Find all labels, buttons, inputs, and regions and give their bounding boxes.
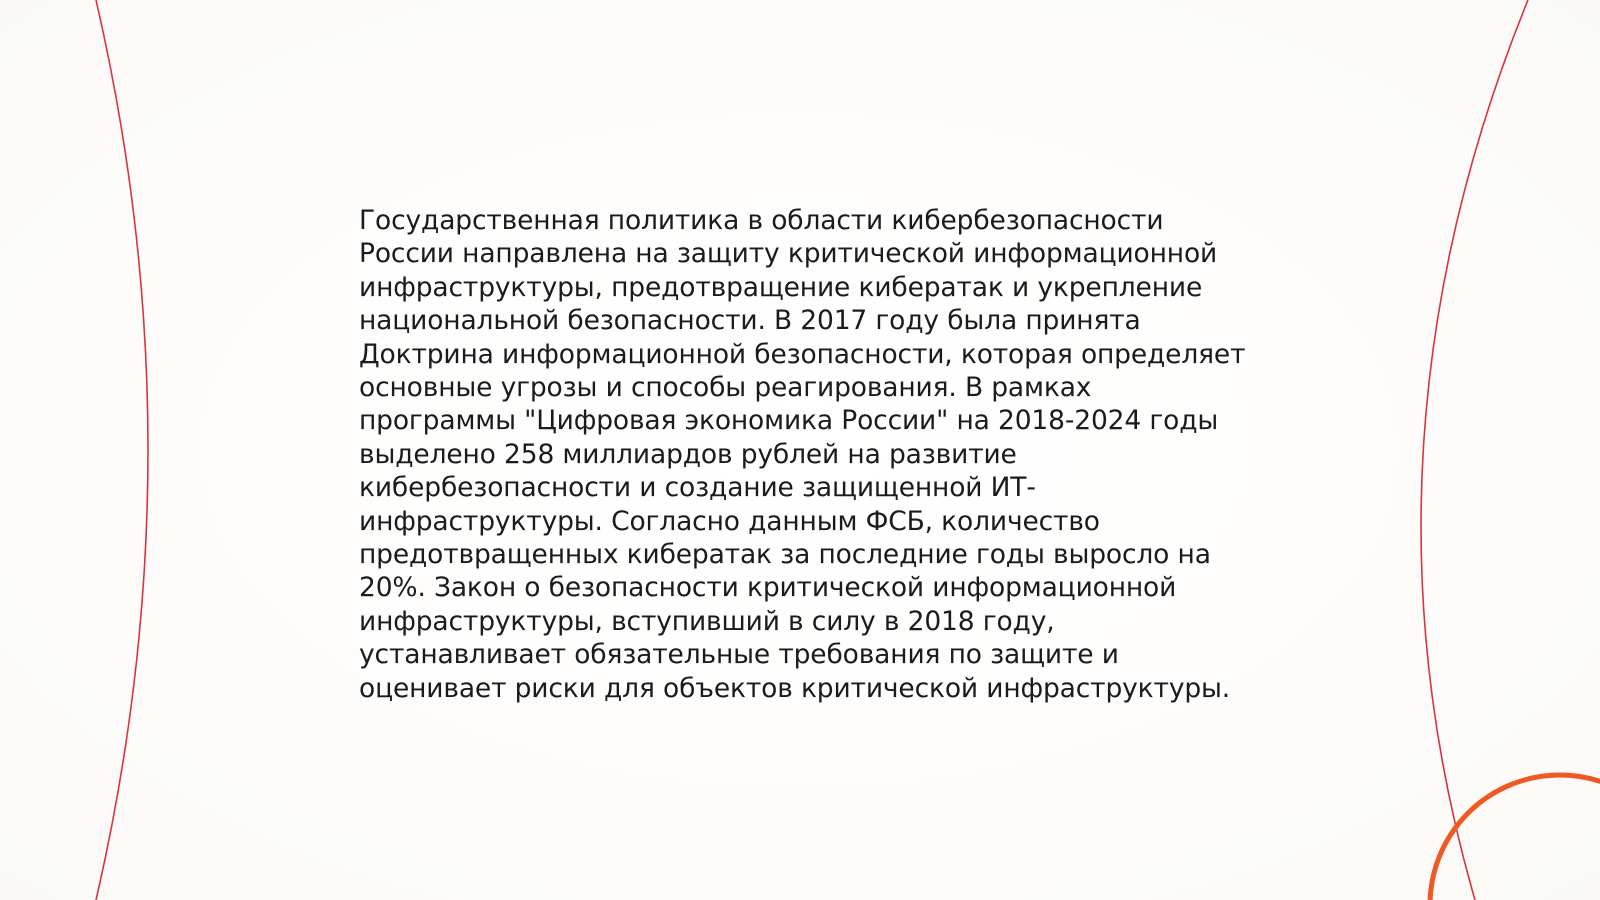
right-curve-line — [1421, 0, 1528, 900]
left-curve-line — [96, 0, 148, 900]
orange-accent-arc — [1430, 775, 1600, 900]
body-paragraph: Государственная политика в области кибербезопасности России направлена на защиту критической информационной инфраструктуры, предотвращение кибератак и укрепление национальной безопасности. В 2017 году была принята Доктрина информационной безопасности, которая определяет основные угрозы и способы реагирования. В рамках программы "Цифровая экономика России" на 2018-2024 годы выделено 258 миллиардов рублей на развитие кибербезопасности и создание защищенной ИТ-инфраструктуры. Согласно данным ФСБ, количество предотвращенных кибератак за последние годы выросло на 20%. Закон о безопасности критической информационной инфраструктуры, вступивший в силу в 2018 году, устанавливает обязательные требования по защите и оценивает риски для объектов критической инфраструктуры. — [359, 205, 1246, 704]
